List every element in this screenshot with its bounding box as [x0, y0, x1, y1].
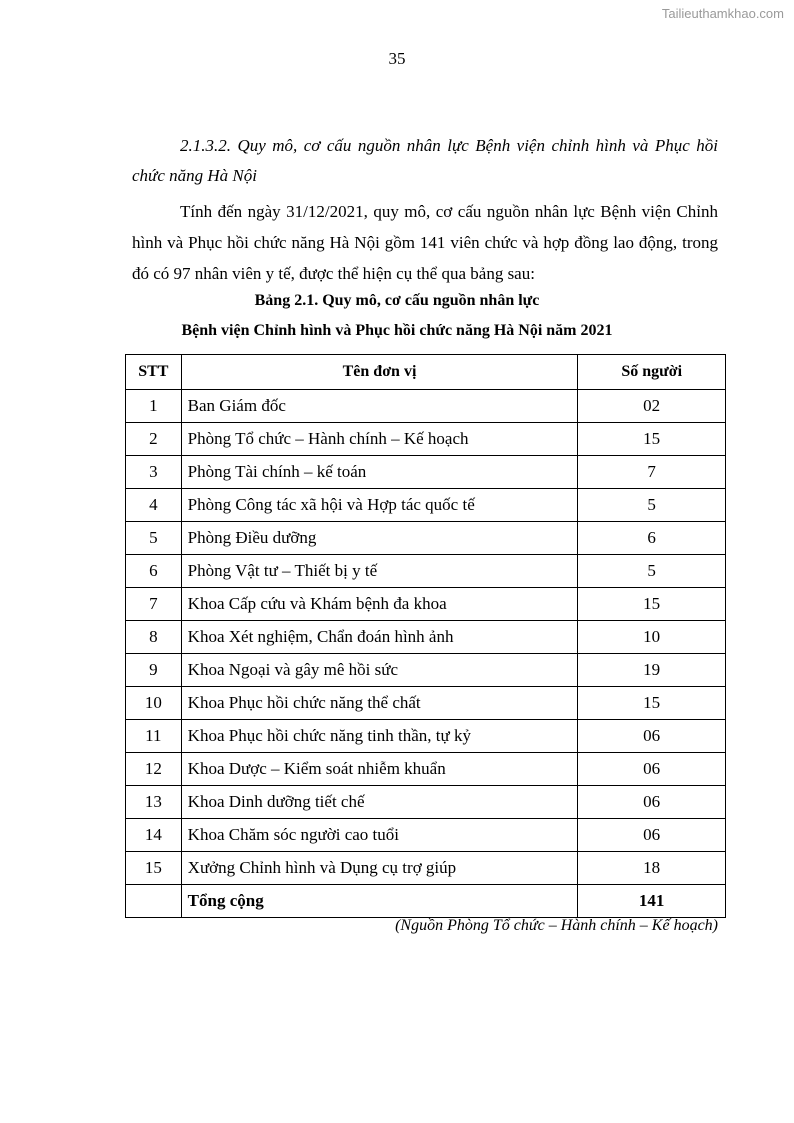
row-stt: 4 — [126, 489, 182, 522]
row-stt: 2 — [126, 423, 182, 456]
table-caption-line1: Bảng 2.1. Quy mô, cơ cấu nguồn nhân lực — [254, 292, 540, 309]
row-stt: 5 — [126, 522, 182, 555]
table-row — [126, 852, 726, 885]
row-count: 5 — [578, 555, 726, 588]
row-stt: 13 — [126, 786, 182, 819]
row-count: 02 — [578, 390, 726, 423]
row-unit-name: Phòng Điều dưỡng — [181, 522, 578, 555]
header-unit-name: Tên đơn vị — [181, 355, 578, 390]
table-row — [126, 819, 726, 852]
header-stt: STT — [126, 355, 182, 390]
table-row — [126, 555, 726, 588]
row-count: 6 — [578, 522, 726, 555]
row-unit-name: Khoa Chăm sóc người cao tuổi — [181, 819, 578, 852]
header-count: Số người — [578, 355, 726, 390]
table-row — [126, 588, 726, 621]
row-unit-name: Khoa Phục hồi chức năng tinh thần, tự kỷ — [181, 720, 578, 753]
row-unit-name: Xưởng Chỉnh hình và Dụng cụ trợ giúp — [181, 852, 578, 885]
row-count: 06 — [578, 720, 726, 753]
watermark: Tailieuthamkhao.com — [661, 6, 784, 21]
total-stt — [126, 885, 182, 918]
row-unit-name: Khoa Dinh dưỡng tiết chế — [181, 786, 578, 819]
table-row — [126, 423, 726, 456]
table-total-row — [126, 885, 726, 918]
row-unit-name: Phòng Vật tư – Thiết bị y tế — [181, 555, 578, 588]
row-count: 15 — [578, 687, 726, 720]
section-heading: 2.1.3.2. Quy mô, cơ cấu nguồn nhân lực Bệnh viện chỉnh hình và Phục hồi chức năng Hà Nội — [132, 136, 718, 185]
table-caption-line2: Bệnh viện Chỉnh hình và Phục hồi chức năng Hà Nội năm 2021 — [181, 322, 613, 339]
table-row — [126, 456, 726, 489]
row-stt: 12 — [126, 753, 182, 786]
table-row — [126, 390, 726, 423]
staff-table — [125, 354, 726, 918]
row-unit-name: Phòng Công tác xã hội và Hợp tác quốc tế — [181, 489, 578, 522]
row-count: 15 — [578, 423, 726, 456]
row-count: 06 — [578, 786, 726, 819]
row-unit-name: Khoa Cấp cứu và Khám bệnh đa khoa — [181, 588, 578, 621]
table-row — [126, 687, 726, 720]
row-unit-name: Khoa Ngoại và gây mê hồi sức — [181, 654, 578, 687]
row-count: 06 — [578, 819, 726, 852]
total-value: 141 — [578, 885, 726, 918]
row-unit-name: Khoa Dược – Kiểm soát nhiễm khuẩn — [181, 753, 578, 786]
row-count: 7 — [578, 456, 726, 489]
total-label: Tổng cộng — [181, 885, 578, 918]
row-stt: 10 — [126, 687, 182, 720]
row-stt: 11 — [126, 720, 182, 753]
row-stt: 7 — [126, 588, 182, 621]
row-stt: 1 — [126, 390, 182, 423]
row-stt: 15 — [126, 852, 182, 885]
row-stt: 3 — [126, 456, 182, 489]
row-count: 15 — [578, 588, 726, 621]
row-unit-name: Phòng Tài chính – kế toán — [181, 456, 578, 489]
intro-paragraph: Tính đến ngày 31/12/2021, quy mô, cơ cấu nguồn nhân lực Bệnh viện Chỉnh hình và Phục hồi chức năng Hà Nội gồm 141 viên chức và hợp đồng lao động, trong đó có 97 nhân viên y tế, được thể hiện cụ thể qua bảng sau: — [132, 202, 718, 283]
table-header-row — [126, 355, 726, 390]
table-row — [126, 753, 726, 786]
page-number: 35 — [388, 49, 406, 68]
row-count: 10 — [578, 621, 726, 654]
row-stt: 8 — [126, 621, 182, 654]
row-count: 19 — [578, 654, 726, 687]
row-unit-name: Khoa Phục hồi chức năng thể chất — [181, 687, 578, 720]
table-row — [126, 786, 726, 819]
row-count: 18 — [578, 852, 726, 885]
row-unit-name: Phòng Tổ chức – Hành chính – Kế hoạch — [181, 423, 578, 456]
row-unit-name: Khoa Xét nghiệm, Chẩn đoán hình ảnh — [181, 621, 578, 654]
row-count: 5 — [578, 489, 726, 522]
source-note: (Nguồn Phòng Tổ chức – Hành chính – Kế hoạch) — [395, 917, 718, 934]
table-row — [126, 720, 726, 753]
table-row — [126, 522, 726, 555]
row-stt: 6 — [126, 555, 182, 588]
table-row — [126, 621, 726, 654]
row-unit-name: Ban Giám đốc — [181, 390, 578, 423]
row-stt: 9 — [126, 654, 182, 687]
table-row — [126, 489, 726, 522]
row-count: 06 — [578, 753, 726, 786]
table-row — [126, 654, 726, 687]
row-stt: 14 — [126, 819, 182, 852]
